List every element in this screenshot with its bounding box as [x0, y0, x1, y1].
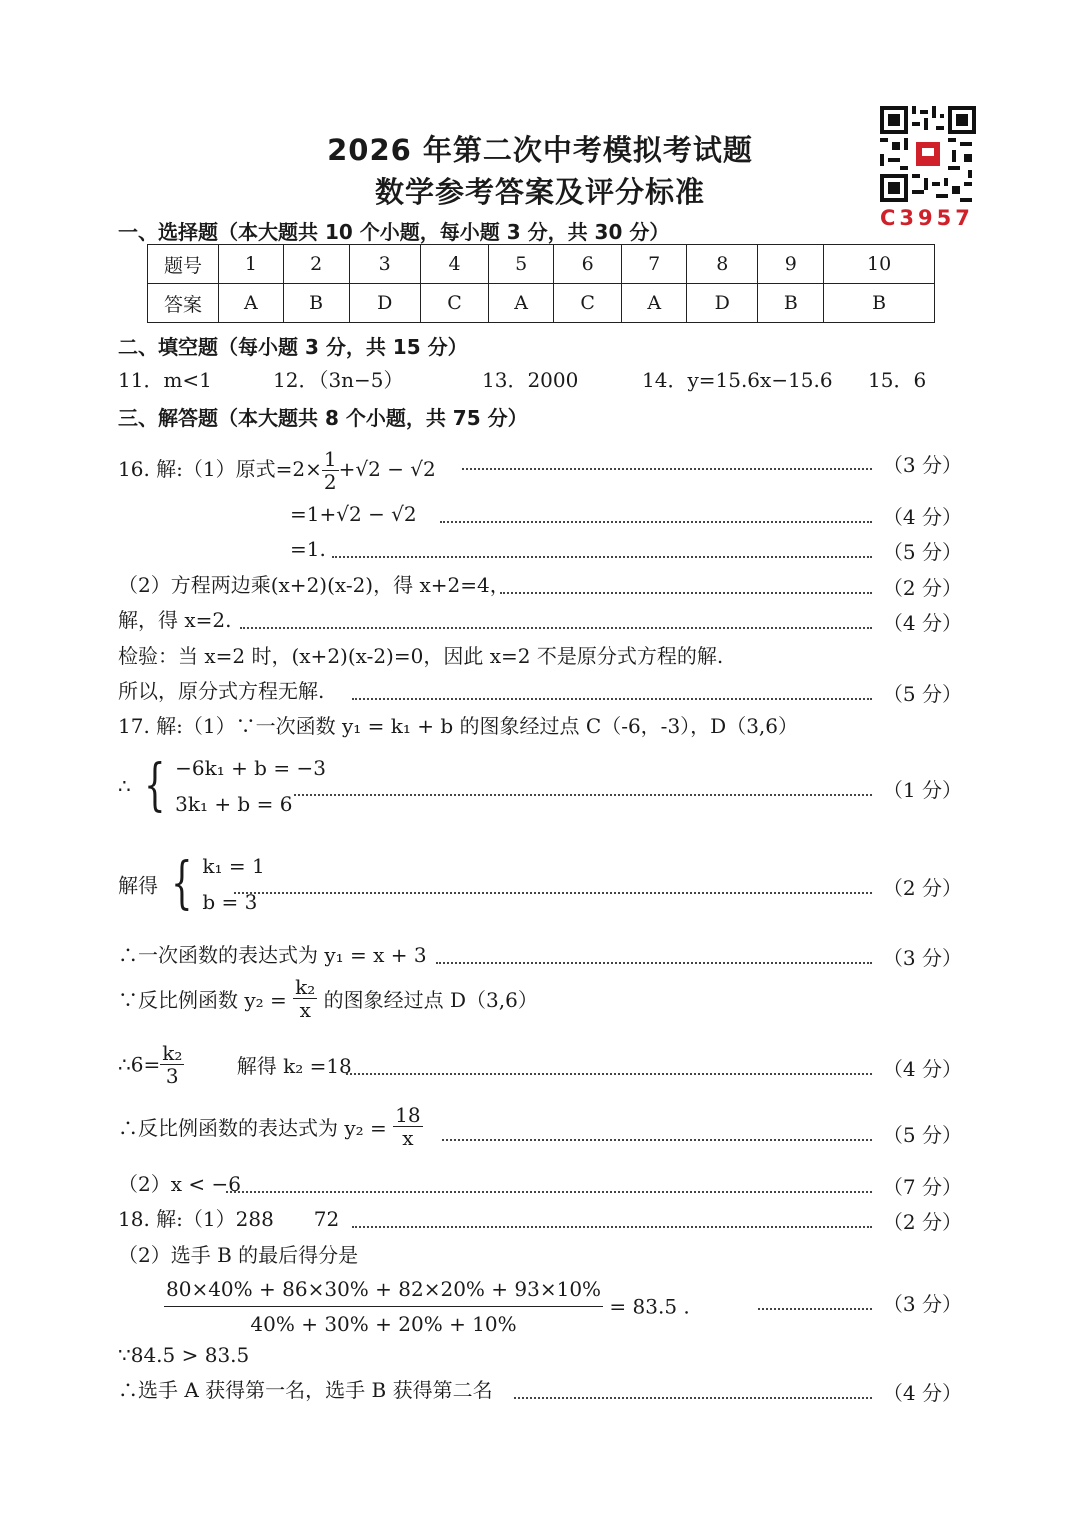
leader-dots [514, 1397, 872, 1399]
q18-line4: ∴选手 A 获得第一名，选手 B 获得第二名 [118, 1378, 493, 1402]
q17-system [118, 750, 326, 822]
table-cell: 1 [219, 245, 284, 284]
q16-line3: =1. [290, 537, 326, 561]
solution-2: b = 3 [202, 890, 258, 914]
table-cell: 7 [622, 245, 687, 284]
page-title: 2026 年第二次中考模拟考试题 [327, 133, 753, 167]
q17-solution [118, 848, 265, 920]
solve-label: 解得 [118, 873, 158, 898]
score-label: （4 分） [882, 1057, 962, 1081]
score-label: （7 分） [882, 1175, 962, 1199]
leader-dots [758, 1308, 872, 1310]
document-code: C3957 [880, 206, 974, 230]
fill-answer: 12．（3n−5） [273, 368, 404, 392]
leader-dots [226, 1191, 872, 1193]
table-cell: B [283, 284, 349, 323]
score-label: （5 分） [882, 1123, 962, 1147]
fraction-denominator: 2 [323, 470, 337, 494]
q17-line4 [118, 976, 538, 1021]
table-cell: B [824, 284, 935, 323]
equation-system [175, 750, 326, 822]
leader-dots [234, 892, 872, 894]
score-label: （4 分） [882, 505, 962, 529]
leader-dots [500, 592, 872, 594]
table-cell: B [758, 284, 824, 323]
table-cell: 8 [687, 245, 758, 284]
leader-dots [352, 1226, 872, 1228]
fill-answer: 11．m<1 [118, 368, 212, 392]
therefore-symbol: ∴ [118, 774, 131, 798]
table-cell: C [554, 284, 622, 323]
q18-formula [164, 1272, 690, 1341]
leader-dots [346, 1073, 872, 1075]
table-cell: D [349, 284, 420, 323]
weighted-fraction [164, 1272, 603, 1341]
section-heading-solve: 三、解答题（本大题共 8 个小题，共 75 分） [118, 406, 528, 430]
q16-line2: =1+√2 − √2 [290, 502, 417, 526]
score-label: （1 分） [882, 778, 962, 802]
fraction-numerator: k₂ [295, 975, 316, 999]
leader-dots [436, 962, 872, 964]
leader-dots [462, 468, 872, 470]
q16-line1 [118, 448, 436, 493]
leader-dots [332, 556, 872, 558]
score-label: （3 分） [882, 946, 962, 970]
leader-dots [440, 521, 872, 523]
table-cell: 10 [824, 245, 935, 284]
q16-line1-text: 16. 解:（1）原式=2× [118, 457, 322, 481]
leader-dots [352, 698, 872, 700]
q17-line4-tail: 的图象经过点 D（3,6） [323, 988, 538, 1012]
q16-line4: （2）方程两边乘(x+2)(x-2)，得 x+2=4， [118, 573, 510, 597]
table-cell: A [489, 284, 554, 323]
score-label: （3 分） [882, 453, 962, 477]
table-cell: 5 [489, 245, 554, 284]
q17-line6 [118, 1104, 423, 1149]
score-label: （4 分） [882, 611, 962, 635]
fraction-denominator: x [299, 998, 311, 1022]
q18-line1: 18. 解:（1）288 72 [118, 1207, 340, 1231]
q18-line2: （2）选手 B 的最后得分是 [118, 1243, 359, 1267]
brace-icon: { [144, 753, 166, 818]
q17-line4-text: ∵反比例函数 y₂ = [118, 988, 287, 1012]
fraction-denominator: 40% + 30% + 20% + 10% [250, 1312, 517, 1336]
fraction-numerator: 18 [395, 1103, 421, 1127]
table-row [148, 245, 935, 284]
brace-icon: { [171, 851, 193, 916]
section-heading-fill: 二、填空题（每小题 3 分，共 15 分） [118, 335, 468, 359]
fraction-denominator: x [402, 1126, 414, 1150]
fill-answer: 13．2000 [482, 368, 579, 392]
score-label: （5 分） [882, 540, 962, 564]
table-cell: D [687, 284, 758, 323]
score-label: （2 分） [882, 1210, 962, 1234]
score-label: （2 分） [882, 576, 962, 600]
table-cell: 4 [420, 245, 488, 284]
fraction [160, 1042, 184, 1087]
equation-2: 3k₁ + b = 6 [175, 792, 293, 816]
table-cell: 6 [554, 245, 622, 284]
table-cell: 2 [283, 245, 349, 284]
table-header-cell: 题号 [148, 245, 219, 284]
q16-line1-tail: +√2 − √2 [338, 457, 436, 481]
q17-line1: 17. 解:（1）∵一次函数 y₁ = k₁ + b 的图象经过点 C（-6，-3），D（3,6） [118, 714, 799, 738]
fraction-numerator: 80×40% + 86×30% + 82×20% + 93×10% [164, 1272, 603, 1307]
leader-dots [442, 1139, 872, 1141]
page-subtitle: 数学参考答案及评分标准 [374, 175, 705, 209]
q17-line6-text: ∴反比例函数的表达式为 y₂ = [118, 1116, 387, 1140]
fraction [293, 976, 317, 1021]
table-header-cell: 答案 [148, 284, 219, 323]
solution-1: k₁ = 1 [202, 854, 265, 878]
table-cell: A [622, 284, 687, 323]
q16-line7: 所以，原分式方程无解. [118, 679, 325, 703]
table-cell: 9 [758, 245, 824, 284]
qr-code-icon [880, 106, 976, 202]
solution-system [202, 848, 264, 920]
fraction [393, 1104, 422, 1149]
score-label: （4 分） [882, 1381, 962, 1405]
q16-line6: 检验：当 x=2 时，(x+2)(x-2)=0，因此 x=2 不是原分式方程的解. [118, 644, 724, 668]
fill-answer: 15．6 [868, 368, 927, 392]
score-label: （5 分） [882, 682, 962, 706]
q16-line5: 解，得 x=2. [118, 608, 232, 632]
fraction-half [322, 448, 339, 493]
fill-answer: 14．y=15.6x−15.6 [642, 368, 833, 392]
formula-result: = 83.5 . [609, 1294, 690, 1319]
q17-line5 [118, 1042, 352, 1087]
table-cell: C [420, 284, 488, 323]
leader-dots [294, 794, 872, 796]
table-row [148, 284, 935, 323]
q17-line5-tail: 解得 k₂ =18 [236, 1054, 352, 1078]
section-heading-choice: 一、选择题（本大题共 10 个小题，每小题 3 分，共 30 分） [118, 220, 670, 244]
q17-line7: （2）x < −6 [118, 1172, 241, 1196]
answer-table [147, 244, 935, 323]
equation-1: −6k₁ + b = −3 [175, 756, 326, 780]
q17-line3: ∴一次函数的表达式为 y₁ = x + 3 [118, 943, 427, 967]
fraction-numerator: k₂ [162, 1041, 183, 1065]
fraction-numerator: 1 [323, 447, 337, 471]
q17-line5-text: ∴6= [118, 1052, 161, 1077]
q18-line3: ∵84.5 > 83.5 [118, 1343, 250, 1367]
score-label: （3 分） [882, 1292, 962, 1316]
leader-dots [240, 627, 872, 629]
fraction-denominator: 3 [165, 1064, 179, 1088]
score-label: （2 分） [882, 876, 962, 900]
table-cell: A [219, 284, 284, 323]
table-cell: 3 [349, 245, 420, 284]
